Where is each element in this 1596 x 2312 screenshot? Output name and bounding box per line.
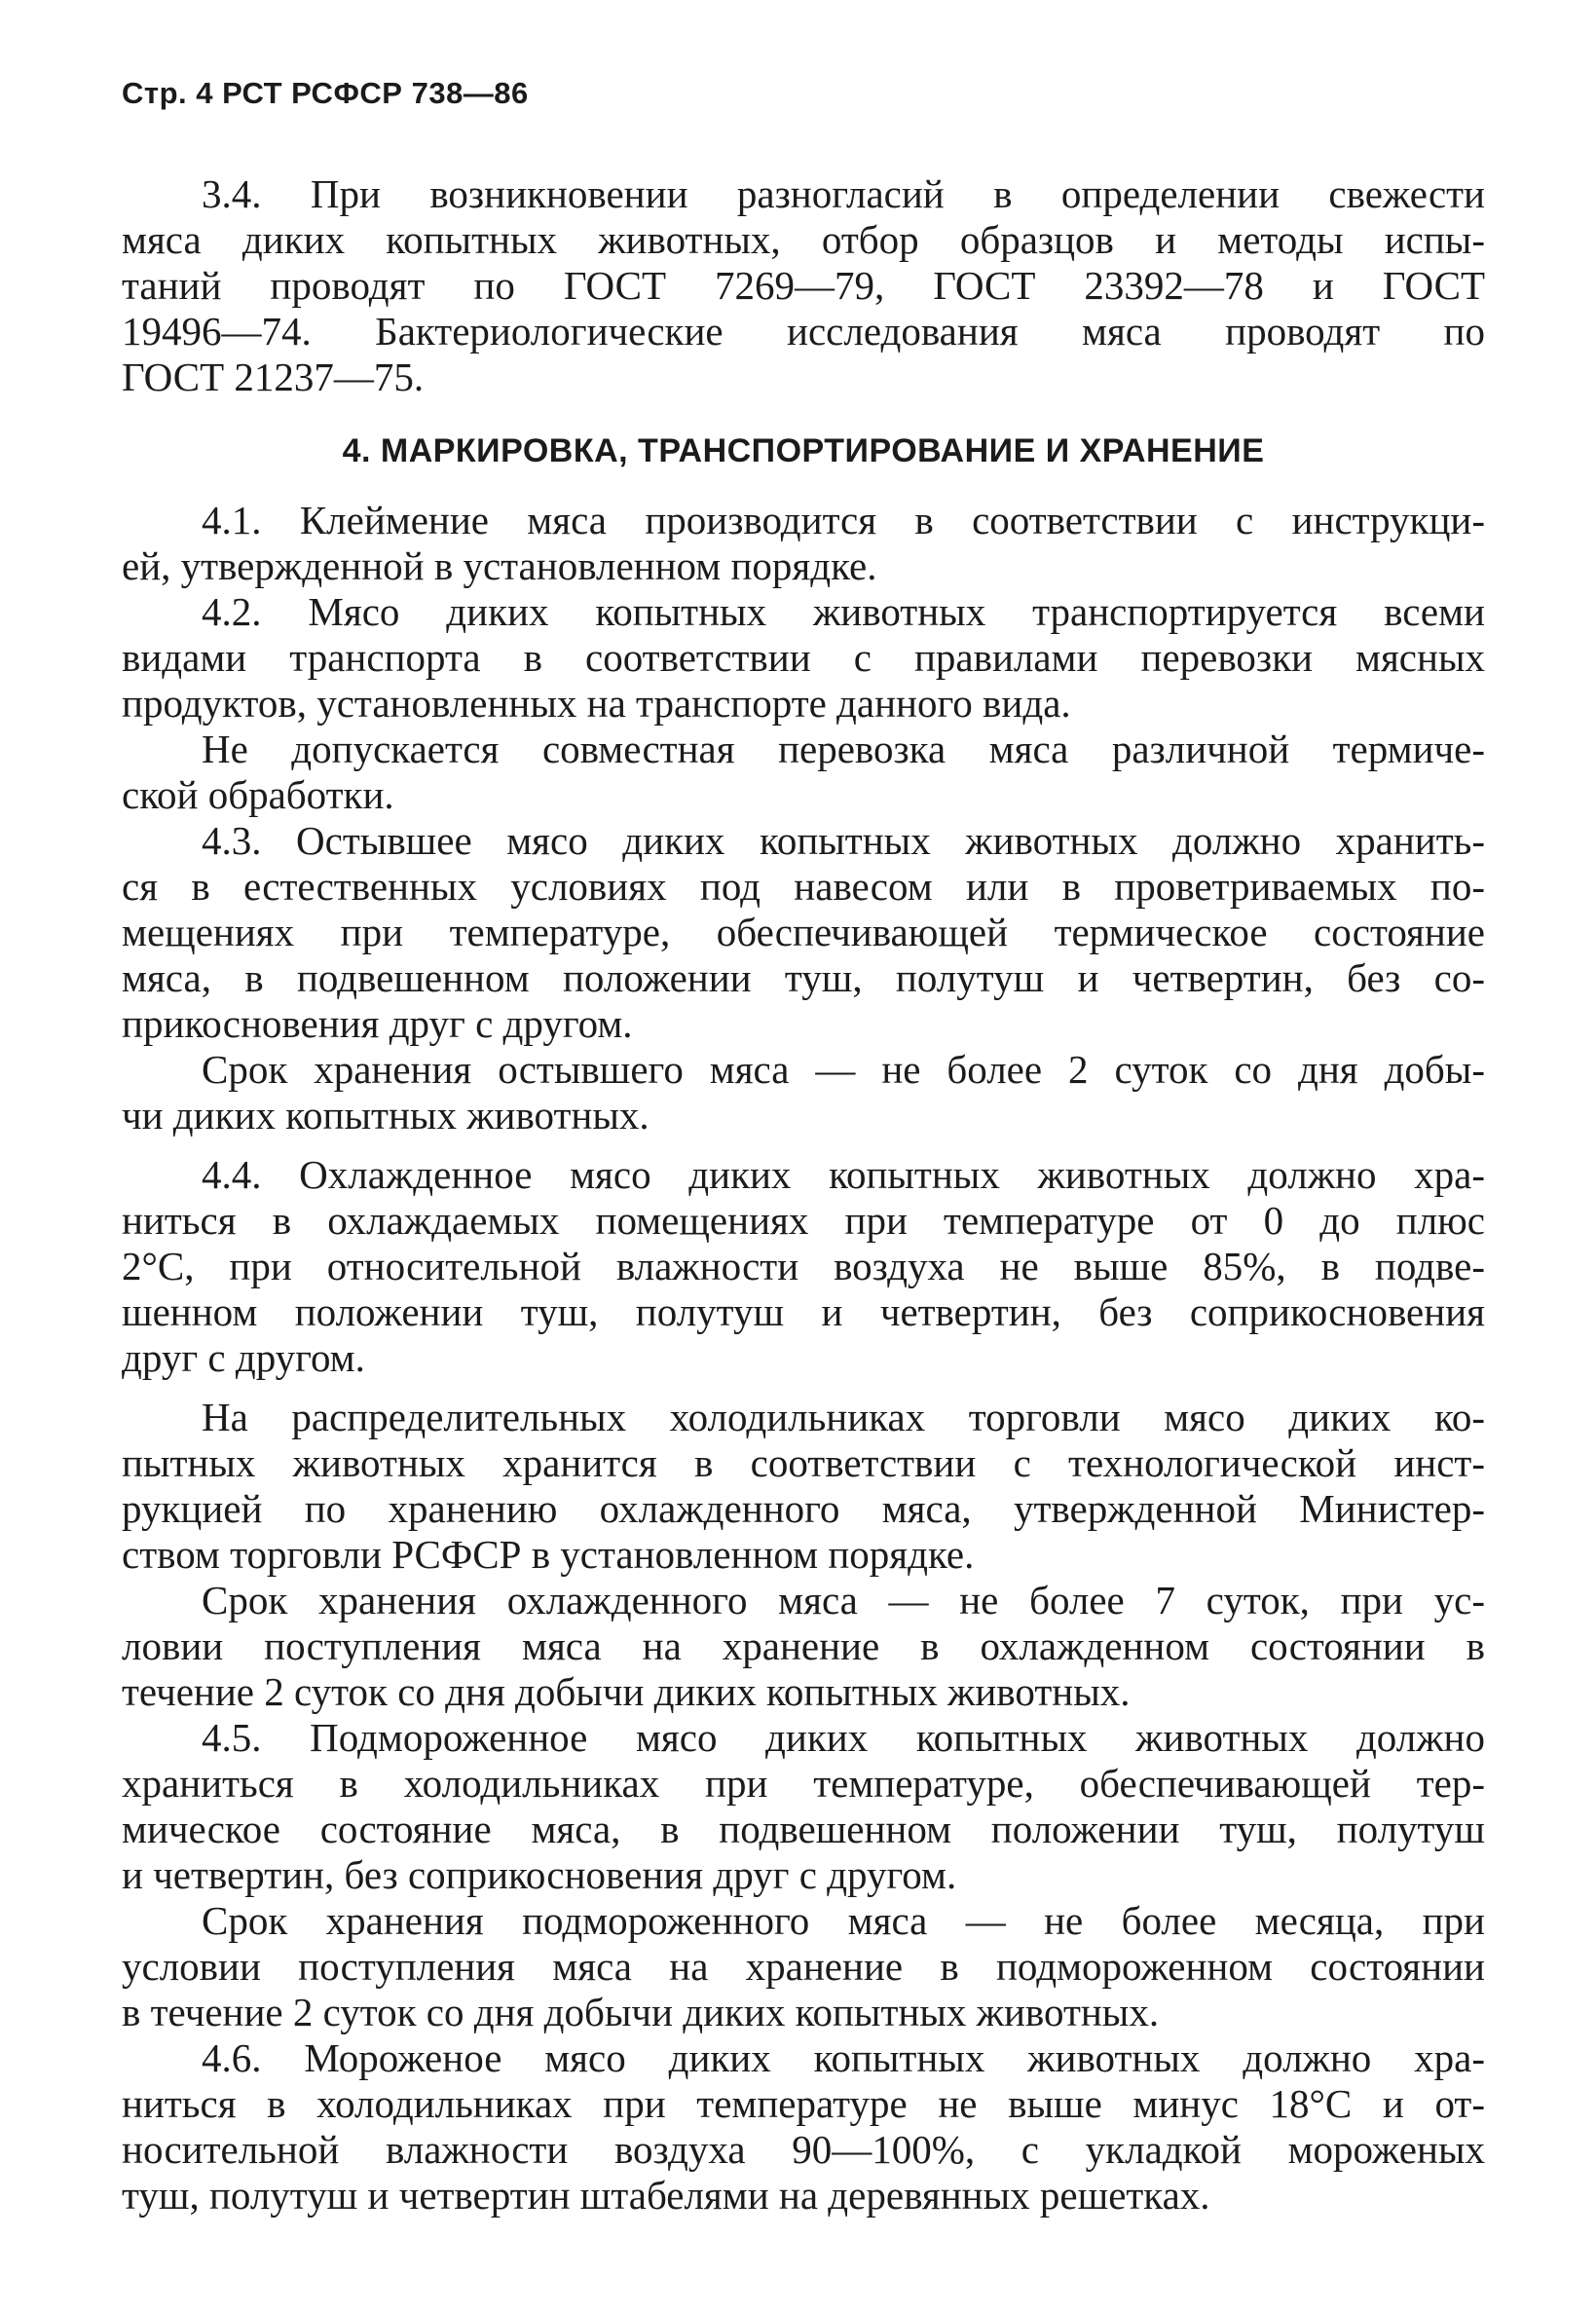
text-line: пытных животных хранится в соответствии с технологической инст- xyxy=(122,1440,1485,1485)
text-line: ей, утвержденной в установленном порядке. xyxy=(122,543,877,588)
paragraph-4-3 xyxy=(122,818,1485,1047)
text-line: 4.1. Клеймение мяса производится в соответствии с инструкци- xyxy=(202,498,1485,542)
text-line: Срок хранения подмороженного мяса — не более месяца, при xyxy=(202,1898,1485,1943)
document-body xyxy=(122,171,1485,2219)
text-line: 19496—74. Бактериологические исследования мяса проводят по xyxy=(122,309,1485,354)
text-line: храниться в холодильниках при температуре, обеспечивающей тер- xyxy=(122,1761,1485,1806)
text-line: 4.4. Охлажденное мясо диких копытных животных должно хра- xyxy=(202,1152,1485,1197)
text-line: ской обработки. xyxy=(122,772,394,817)
text-line: чи диких копытных животных. xyxy=(122,1093,650,1137)
text-line: продуктов, установленных на транспорте данного вида. xyxy=(122,681,1071,726)
text-line: Срок хранения охлажденного мяса — не более 7 суток, при ус- xyxy=(202,1578,1485,1622)
paragraph-4-5 xyxy=(122,1715,1485,1898)
paragraph-4-2-note xyxy=(122,727,1485,818)
paragraph-4-3-term xyxy=(122,1047,1485,1138)
text-line: прикосновения друг с другом. xyxy=(122,1001,633,1046)
text-line: 4.5. Подмороженное мясо диких копытных животных должно xyxy=(202,1715,1485,1760)
text-line: ниться в охлаждаемых помещениях при температуре от 0 до плюс xyxy=(122,1198,1485,1243)
text-line: ловии поступления мяса на хранение в охлажденном состоянии в xyxy=(122,1623,1485,1668)
paragraph-4-4-distribution xyxy=(122,1395,1485,1578)
paragraph-4-4 xyxy=(122,1152,1485,1381)
spacer xyxy=(122,1138,1485,1152)
text-line: течение 2 суток со дня добычи диких копытных животных. xyxy=(122,1669,1131,1714)
text-line: таний проводят по ГОСТ 7269—79, ГОСТ 23392—78 и ГОСТ xyxy=(122,263,1485,308)
text-line: 4.3. Остывшее мясо диких копытных животных должно хранить- xyxy=(202,818,1485,863)
text-line: в течение 2 суток со дня добычи диких копытных животных. xyxy=(122,1990,1160,2034)
text-line: мяса диких копытных животных, отбор образцов и методы испы- xyxy=(122,217,1485,262)
text-line: туш, полутуш и четвертин штабелями на деревянных решетках. xyxy=(122,2173,1210,2218)
spacer xyxy=(122,1381,1485,1395)
text-line: мяса, в подвешенном положении туш, полутуш и четвертин, без со- xyxy=(122,955,1485,1000)
text-line: условии поступления мяса на хранение в подмороженном состоянии xyxy=(122,1944,1485,1989)
text-line: мическое состояние мяса, в подвешенном положении туш, полутуш xyxy=(122,1807,1485,1851)
text-line: На распределительных холодильниках торговли мясо диких ко- xyxy=(202,1395,1485,1439)
paragraph-4-5-term xyxy=(122,1898,1485,2035)
text-line: Срок хранения остывшего мяса — не более 2 суток со дня добы- xyxy=(202,1047,1485,1092)
paragraph-3-4 xyxy=(122,171,1485,400)
section-title: 4. МАРКИРОВКА, ТРАНСПОРТИРОВАНИЕ И ХРАНЕНИЕ xyxy=(342,432,1265,469)
text-line: ством торговли РСФСР в установленном порядке. xyxy=(122,1532,975,1577)
text-line: 2°С, при относительной влажности воздуха не выше 85%, в подве- xyxy=(122,1244,1485,1288)
paragraph-4-1 xyxy=(122,498,1485,589)
text-line: шенном положении туш, полутуш и четвертин, без соприкосновения xyxy=(122,1289,1485,1334)
text-line: мещениях при температуре, обеспечивающей термическое состояние xyxy=(122,910,1485,954)
text-line: ся в естественных условиях под навесом или в проветриваемых по- xyxy=(122,864,1485,909)
text-line: 3.4. При возникновении разногласий в определении свежести xyxy=(202,171,1485,216)
text-line: видами транспорта в соответствии с правилами перевозки мясных xyxy=(122,635,1485,680)
text-line: Не допускается совместная перевозка мяса различной термиче- xyxy=(202,727,1485,771)
text-line: носительной влажности воздуха 90—100%, с укладкой мороженых xyxy=(122,2127,1485,2172)
text-line: ГОСТ 21237—75. xyxy=(122,354,425,399)
text-line: 4.6. Мороженое мясо диких копытных животных должно хра- xyxy=(202,2035,1485,2080)
text-line: рукцией по хранению охлажденного мяса, утвержденной Министер- xyxy=(122,1486,1485,1531)
paragraph-4-4-term xyxy=(122,1578,1485,1715)
text-line: ниться в холодильниках при температуре не выше минус 18°С и от- xyxy=(122,2081,1485,2126)
text-line: 4.2. Мясо диких копытных животных транспортируется всеми xyxy=(202,589,1485,634)
paragraph-4-2 xyxy=(122,589,1485,727)
paragraph-4-6 xyxy=(122,2035,1485,2219)
text-line: друг с другом. xyxy=(122,1335,365,1380)
text-line: и четвертин, без соприкосновения друг с другом. xyxy=(122,1852,957,1897)
page-header: Стр. 4 РСТ РСФСР 738—86 xyxy=(122,76,529,110)
